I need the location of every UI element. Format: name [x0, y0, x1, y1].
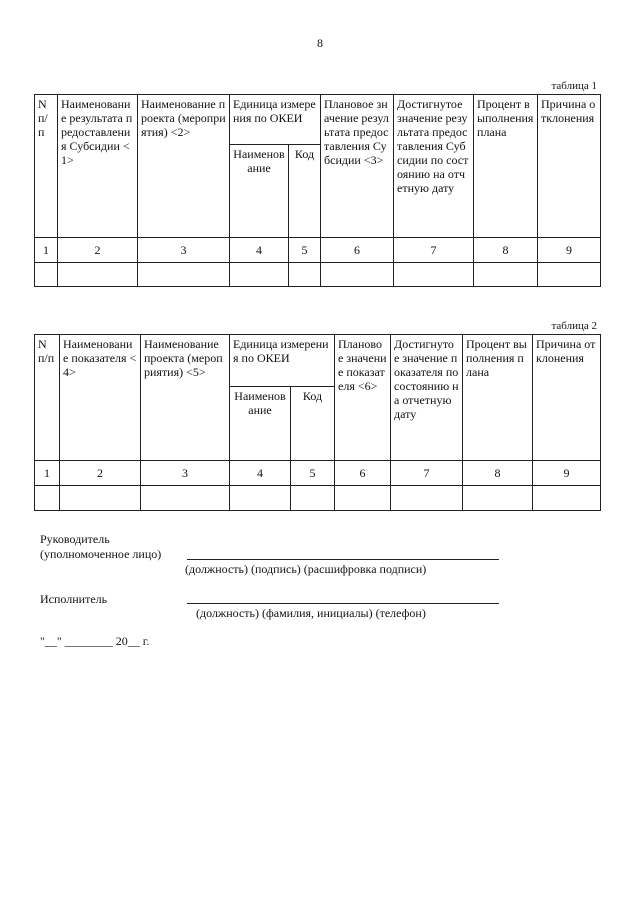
t1-colnum: 8: [474, 238, 538, 263]
t1-colnum: 1: [35, 238, 58, 263]
table2: [34, 334, 601, 511]
t1-colnum: 4: [230, 238, 289, 263]
t2-colnum: 2: [60, 461, 141, 486]
t1-header-project: Наименование проекта (мероприятия) <2>: [138, 95, 230, 238]
t2-header-indicator: Наименование показателя <4>: [60, 335, 141, 461]
head-label-sub: (уполномоченное лицо): [40, 547, 162, 561]
head-signature-line: [187, 559, 499, 560]
t1-colnum: 3: [138, 238, 230, 263]
t2-colnum: 9: [533, 461, 601, 486]
t2-empty-row: [35, 486, 601, 511]
t1-header-unit: Единица измерения по ОКЕИ: [230, 95, 321, 145]
executor-signature-line: [187, 603, 499, 604]
t1-header-achieved: Достигнутое значение результата предоставления Субсидии по состоянию на отчетную дату: [394, 95, 474, 238]
table1: [34, 94, 601, 287]
t1-header-percent: Процент выполнения плана: [474, 95, 538, 238]
t1-header-unit-name: Наименование: [230, 145, 289, 238]
t1-header-num: N п/п: [35, 95, 58, 238]
head-signature-caption: (должность) (подпись) (расшифровка подписи): [185, 562, 427, 576]
table2-caption: таблица 2: [551, 320, 597, 332]
page-number: 8: [317, 36, 323, 50]
t2-header-reason: Причина отклонения: [533, 335, 601, 461]
t1-empty-row: [35, 263, 601, 287]
t1-colnum: 6: [321, 238, 394, 263]
t2-header-unit: Единица измерения по ОКЕИ: [230, 335, 335, 387]
t2-header-percent: Процент выполнения плана: [463, 335, 533, 461]
t1-header-result: Наименование результата предоставления Субсидии <1>: [58, 95, 138, 238]
t2-colnum: 1: [35, 461, 60, 486]
t2-colnum: 8: [463, 461, 533, 486]
t2-header-unit-code: Код: [291, 387, 335, 461]
table1-caption: таблица 1: [551, 80, 597, 92]
t2-colnum: 4: [230, 461, 291, 486]
t1-colnum: 2: [58, 238, 138, 263]
t1-colnum: 9: [538, 238, 601, 263]
executor-signature-caption: (должность) (фамилия, инициалы) (телефон): [196, 606, 426, 620]
executor-label: Исполнитель: [40, 592, 108, 606]
t1-colnum: 7: [394, 238, 474, 263]
t2-colnum: 5: [291, 461, 335, 486]
t2-header-plan: Плановое значение показателя <6>: [335, 335, 391, 461]
t2-colnum: 3: [141, 461, 230, 486]
date-line: "__" ________ 20__ г.: [40, 634, 150, 648]
t1-header-unit-code: Код: [289, 145, 321, 238]
t2-header-unit-name: Наименование: [230, 387, 291, 461]
t2-colnum: 6: [335, 461, 391, 486]
head-label: Руководитель: [40, 532, 110, 546]
t1-header-plan: Плановое значение результата предоставления Субсидии <3>: [321, 95, 394, 238]
t2-header-achieved: Достигнутое значение показателя по состоянию на отчетную дату: [391, 335, 463, 461]
t1-header-reason: Причина отклонения: [538, 95, 601, 238]
t2-colnum: 7: [391, 461, 463, 486]
t2-header-num: N п/п: [35, 335, 60, 461]
t1-colnum: 5: [289, 238, 321, 263]
t2-header-project: Наименование проекта (мероприятия) <5>: [141, 335, 230, 461]
